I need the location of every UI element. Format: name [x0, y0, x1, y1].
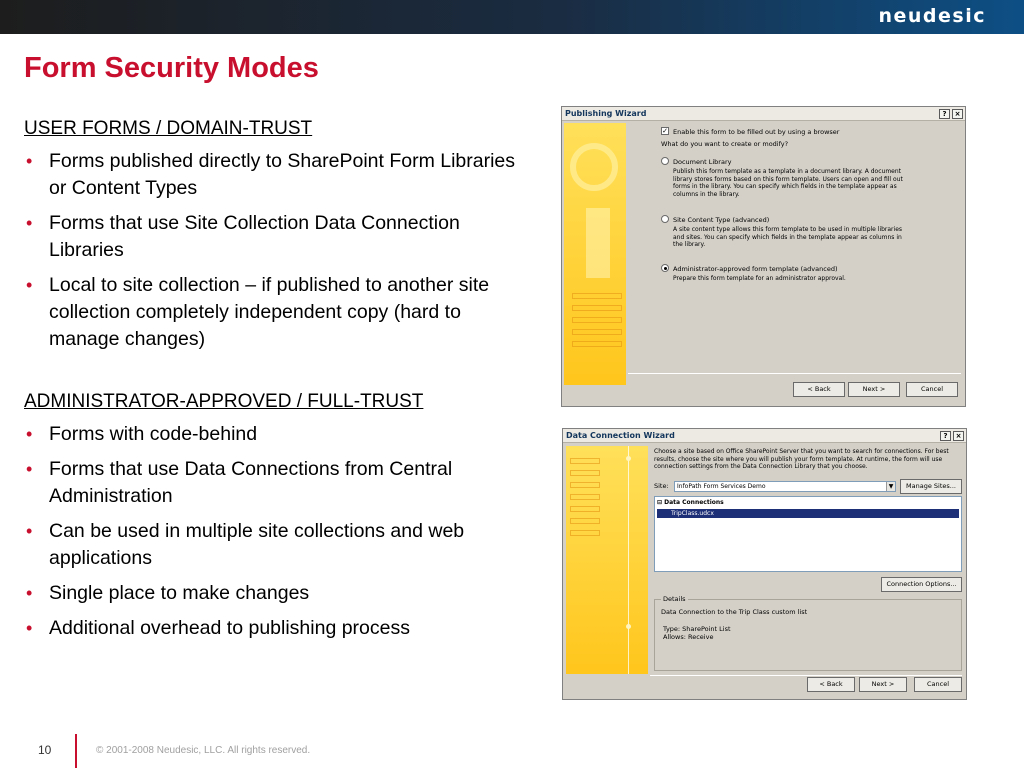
- option-radio-admin-approved[interactable]: [661, 264, 669, 272]
- back-button[interactable]: < Back: [807, 677, 855, 692]
- option-radio-document-library[interactable]: [661, 157, 669, 165]
- tree-root-data-connections[interactable]: ⊟ Data Connections: [657, 499, 724, 506]
- data-connection-wizard-dialog: [562, 428, 967, 700]
- chevron-down-icon[interactable]: ▼: [886, 482, 895, 491]
- close-icon[interactable]: ×: [952, 109, 963, 119]
- details-description: Data Connection to the Trip Class custom list: [661, 608, 808, 616]
- option-desc-site-content-type: A site content type allows this form template to be used in multiple libraries and sites. You can specify which fields in the template appear as columns in the library.: [673, 226, 903, 249]
- option-desc-admin-approved: Prepare this form template for an administrator approval.: [673, 275, 846, 282]
- publishing-wizard-dialog: [561, 106, 966, 407]
- site-select[interactable]: [674, 481, 896, 492]
- bullet-item: • Single place to make changes: [24, 580, 529, 607]
- publishing-wizard-titlebar: [562, 107, 965, 121]
- connections-tree[interactable]: [654, 496, 962, 572]
- dialog-title: Data Connection Wizard: [566, 431, 675, 440]
- cancel-button[interactable]: Cancel: [914, 677, 962, 692]
- tree-item-tripclass[interactable]: TripClass.udcx: [657, 509, 959, 518]
- option-label-site-content-type: Site Content Type (advanced): [673, 216, 770, 224]
- manage-sites-button[interactable]: Manage Sites...: [900, 479, 962, 494]
- top-banner: [0, 0, 1024, 34]
- option-radio-site-content-type[interactable]: [661, 215, 669, 223]
- dialog-title: Publishing Wizard: [565, 109, 647, 118]
- bullet-item: • Additional overhead to publishing process: [24, 615, 529, 642]
- details-group: [654, 595, 962, 671]
- intro-text: Choose a site based on Office SharePoint Server that you want to search for connections. For best results, choose the site where you will publish your form template. At runtime, the form will use connection settings from the Data Connection Library that you choose.: [654, 448, 949, 471]
- neudesic-logo: neudesic: [878, 5, 986, 27]
- admin-approved-bullets: [24, 421, 529, 642]
- page-number: 10: [38, 743, 52, 757]
- divider: [628, 373, 961, 374]
- connection-options-button[interactable]: Connection Options...: [881, 577, 962, 592]
- option-label-admin-approved: Administrator-approved form template (advanced): [673, 265, 838, 273]
- next-button[interactable]: Next >: [859, 677, 907, 692]
- slide-title: Form Security Modes: [24, 52, 319, 84]
- cancel-button[interactable]: Cancel: [906, 382, 958, 397]
- footer-divider: [75, 734, 77, 768]
- details-label: Details: [663, 595, 686, 603]
- data-connection-wizard-titlebar: [563, 429, 966, 443]
- divider: [650, 675, 962, 676]
- close-icon[interactable]: ×: [953, 431, 964, 441]
- browser-enable-label: Enable this form to be filled out by using a browser: [673, 128, 840, 136]
- copyright: © 2001-2008 Neudesic, LLC. All rights reserved.: [96, 745, 311, 756]
- bullet-item: • Forms published directly to SharePoint Form Libraries or Content Types: [24, 148, 529, 202]
- next-button[interactable]: Next >: [848, 382, 900, 397]
- wizard-banner-graphic: [564, 123, 626, 385]
- slide-body: [24, 116, 529, 650]
- bullet-item: • Forms that use Data Connections from Central Administration: [24, 456, 529, 510]
- option-desc-document-library: Publish this form template as a template in a document library. A document library stores forms based on this form template. Users can open and fill out forms in the library. You can specify which fields in the template appear as columns in the library.: [673, 168, 903, 198]
- browser-enable-checkbox[interactable]: ✓: [662, 127, 668, 135]
- bullet-item: • Local to site collection – if published to another site collection completely independent copy (hard to manage changes): [24, 272, 529, 353]
- user-forms-bullets: [24, 148, 529, 353]
- details-type: Type: SharePoint List: [663, 625, 731, 633]
- site-label: Site:: [654, 482, 669, 490]
- back-button[interactable]: < Back: [793, 382, 845, 397]
- admin-approved-heading: ADMINISTRATOR-APPROVED / FULL-TRUST: [24, 391, 424, 412]
- option-label-document-library: Document Library: [673, 158, 732, 166]
- help-icon[interactable]: ?: [939, 109, 950, 119]
- bullet-item: • Can be used in multiple site collections and web applications: [24, 518, 529, 572]
- bullet-item: • Forms with code-behind: [24, 421, 529, 448]
- details-allows: Allows: Receive: [663, 633, 714, 641]
- wizard-banner-graphic: [566, 446, 648, 674]
- question-text: What do you want to create or modify?: [661, 140, 789, 148]
- help-icon[interactable]: ?: [940, 431, 951, 441]
- bullet-item: • Forms that use Site Collection Data Connection Libraries: [24, 210, 529, 264]
- user-forms-heading: USER FORMS / DOMAIN-TRUST: [24, 118, 313, 139]
- site-select-value: InfoPath Form Services Demo: [677, 483, 766, 490]
